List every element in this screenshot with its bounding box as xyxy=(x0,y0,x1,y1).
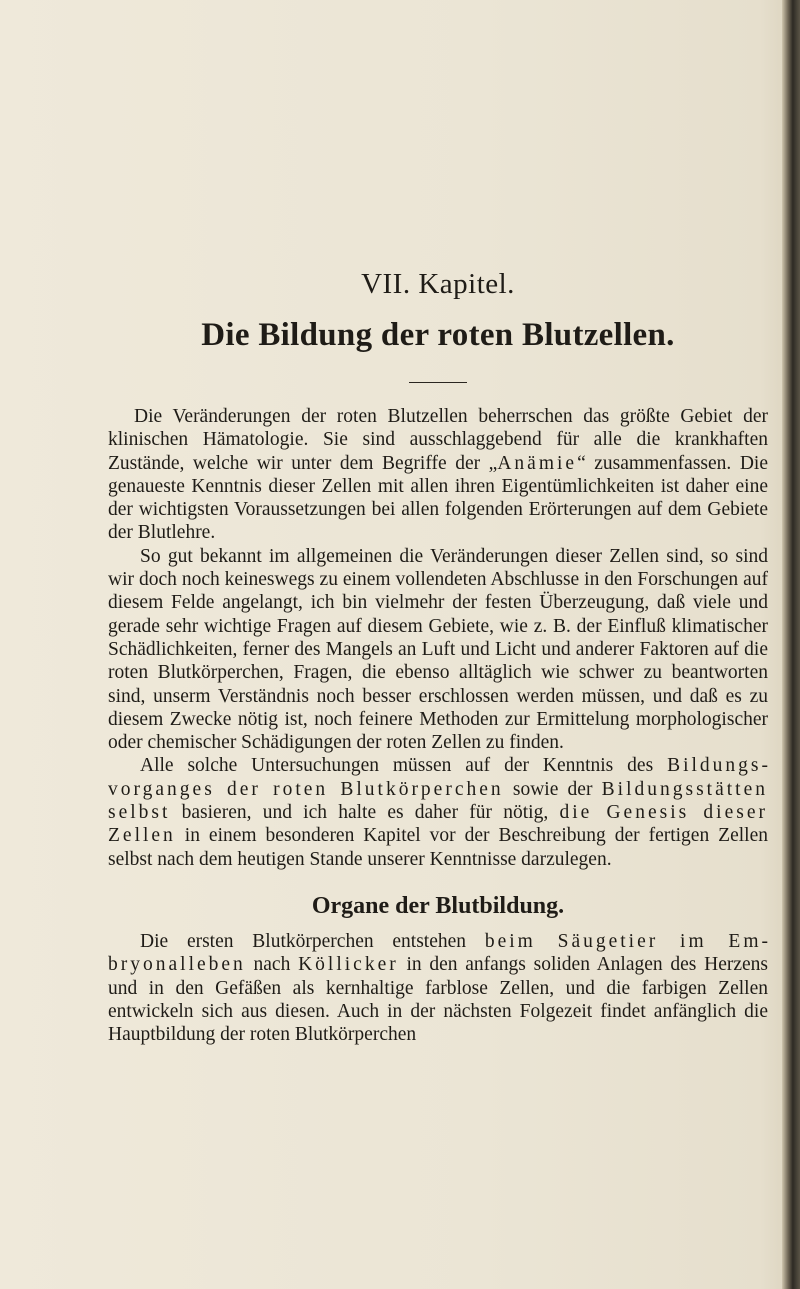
paragraph-text: nach xyxy=(245,954,299,976)
paragraph-text: Die ersten Blutkörperchen entstehen xyxy=(140,930,485,952)
page-text-block xyxy=(108,268,768,1046)
paragraph-text: “ zusammenfassen. Die genaueste Kenntnis dieser Zellen mit allen ihren Eigentümlichkeiten ist daher eine der wichtigsten Voraussetzungen bei allen folgenden Erörterungen auf dem Gebiete der Blutlehre. xyxy=(108,452,768,544)
book-spine-edge xyxy=(782,0,800,1289)
paragraph-text: in einem besonderen Kapitel vor der Beschreibung der fertigen Zellen selbst nach dem heutigen Stande unserer Kenntnisse darzulegen. xyxy=(108,825,768,870)
paragraph-text: Alle solche Untersuchungen müssen auf der Kenntnis des xyxy=(140,755,668,777)
paragraph-text: sowie der xyxy=(503,778,602,800)
paragraph-1 xyxy=(108,405,768,545)
section-paragraph-1 xyxy=(108,930,768,1046)
title-divider xyxy=(409,382,467,383)
paragraph-text: Die Veränderungen der roten Blutzellen beherrschen das größte Gebiet der klinischen Hämatologie. Sie sind ausschlaggebend für alle die krankhaften Zustände, welche wir unter dem Begriffe der „ xyxy=(108,406,768,474)
paragraph-2 xyxy=(108,545,768,755)
chapter-number: VII. Kapitel. xyxy=(361,268,515,300)
paragraph-text: So gut bekannt im allgemeinen die Veränderungen dieser Zellen sind, so sind wir doch noch keineswegs zu einem vollendeten Abschlusse in den Forschungen auf diesem Felde angelangt, ich bin vielmehr der festen Überzeugung, daß viele und gerade sehr wichtige Fragen auf diesem Gebiete, wie z. B. der Einfluß klimatischer Schädlichkeiten, ferner des Mangels an Luft und Licht und anderer Faktoren auf die roten Blutkörperchen, Fragen, die ebenso alltäglich wie schwer zu beantworten sind, unserm Verständnis noch besser erschlossen werden müssen, und daß es zu diesem Zwecke nötig ist, noch feinere Methoden zur Ermittelung morphologischer oder chemischer Schädigungen der roten Zellen zu finden. xyxy=(108,545,768,754)
emphasized-text: Anämie xyxy=(497,452,578,474)
emphasized-text: beim Säugetier im Embryonalleben xyxy=(108,930,768,976)
chapter-title: Die Bildung der roten Blutzellen. xyxy=(201,317,675,353)
emphasized-text: Bildungsvorganges der roten Blutkörperchen xyxy=(108,755,768,800)
section-heading: Organe der Blutbildung. xyxy=(311,892,565,919)
paragraph-3 xyxy=(108,754,768,870)
emphasized-text: Köllicker xyxy=(298,954,399,976)
paragraph-text: basieren, und ich halte es daher für nötig, xyxy=(170,802,560,824)
paragraph-text: in den anfangs soliden Anlagen des Herzens und in den Gefäßen als kernhaltige farblose Zellen, und die farbigen Zellen entwickeln sich aus diesen. Auch in der nächsten Folgezeit findet anfänglich die Hauptbildung der roten Blutkörperchen xyxy=(108,954,768,1046)
emphasized-text: Bildungsstätten selbst xyxy=(108,778,768,824)
emphasized-text: die Genesis dieser Zellen xyxy=(108,802,768,847)
